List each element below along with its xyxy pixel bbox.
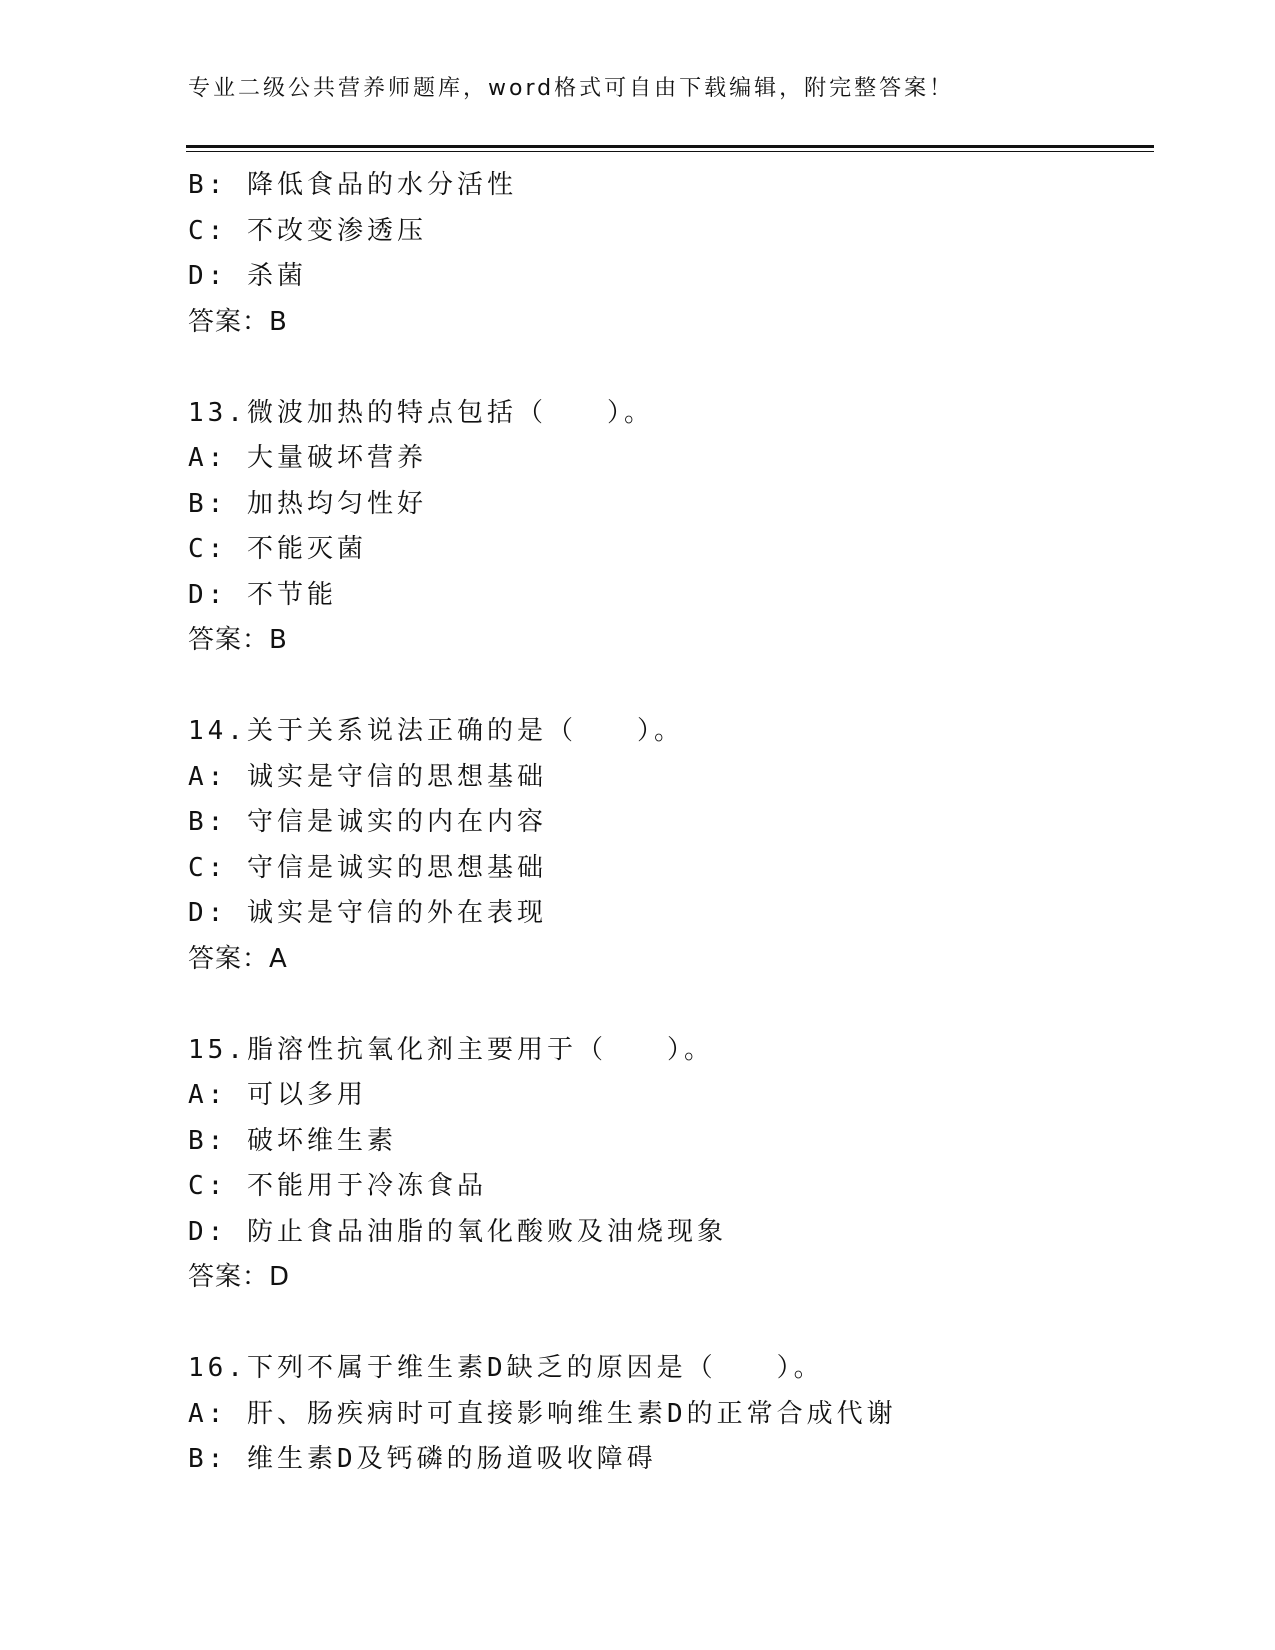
- option-a: A: 肝、肠疾病时可直接影响维生素D的正常合成代谢: [188, 1398, 897, 1429]
- option-d: D: 诚实是守信的外在表现: [188, 898, 547, 928]
- option-c: C: 不能用于冷冻食品: [188, 1171, 487, 1201]
- page-header: 专业二级公共营养师题库，word格式可自由下载编辑，附完整答案！: [188, 76, 955, 101]
- question-content: [188, 163, 1148, 1483]
- option-b: B: 守信是诚实的内在内容: [188, 807, 547, 837]
- option-a: A: 可以多用: [188, 1080, 367, 1110]
- answer-line: 答案：D: [188, 1262, 291, 1292]
- question-stem: 15.脂溶性抗氧化剂主要用于（ ）。: [188, 1034, 714, 1065]
- spacer: [188, 664, 1148, 710]
- option-b: B: 降低食品的水分活性: [188, 170, 517, 200]
- question-block: [188, 1028, 1148, 1301]
- option-b: B: 维生素D及钙磷的肠道吸收障碍: [188, 1444, 657, 1474]
- question-block: [188, 1346, 1148, 1483]
- option-b: B: 加热均匀性好: [188, 488, 427, 519]
- spacer: [188, 1301, 1148, 1347]
- header-divider-thick: [186, 145, 1154, 148]
- option-c: C: 不能灭菌: [188, 534, 367, 564]
- header-divider-thin: [186, 151, 1154, 152]
- option-b: B: 破坏维生素: [188, 1125, 397, 1156]
- option-d: D: 杀菌: [188, 261, 307, 291]
- question-block: [188, 709, 1148, 982]
- option-d: D: 不节能: [188, 579, 337, 610]
- spacer: [188, 982, 1148, 1028]
- question-block: [188, 391, 1148, 664]
- option-a: A: 诚实是守信的思想基础: [188, 761, 547, 792]
- option-c: C: 不改变渗透压: [188, 215, 427, 246]
- option-c: C: 守信是诚实的思想基础: [188, 852, 547, 883]
- option-a: A: 大量破坏营养: [188, 443, 427, 473]
- spacer: [188, 345, 1148, 391]
- answer-line: 答案：B: [188, 306, 288, 337]
- answer-line: 答案：B: [188, 625, 288, 655]
- question-stem: 16.下列不属于维生素D缺乏的原因是（ ）。: [188, 1353, 824, 1383]
- answer-line: 答案：A: [188, 943, 288, 974]
- option-d: D: 防止食品油脂的氧化酸败及油烧现象: [188, 1216, 727, 1247]
- question-stem: 13.微波加热的特点包括（ ）。: [188, 397, 654, 428]
- question-stem: 14.关于关系说法正确的是（ ）。: [188, 716, 684, 746]
